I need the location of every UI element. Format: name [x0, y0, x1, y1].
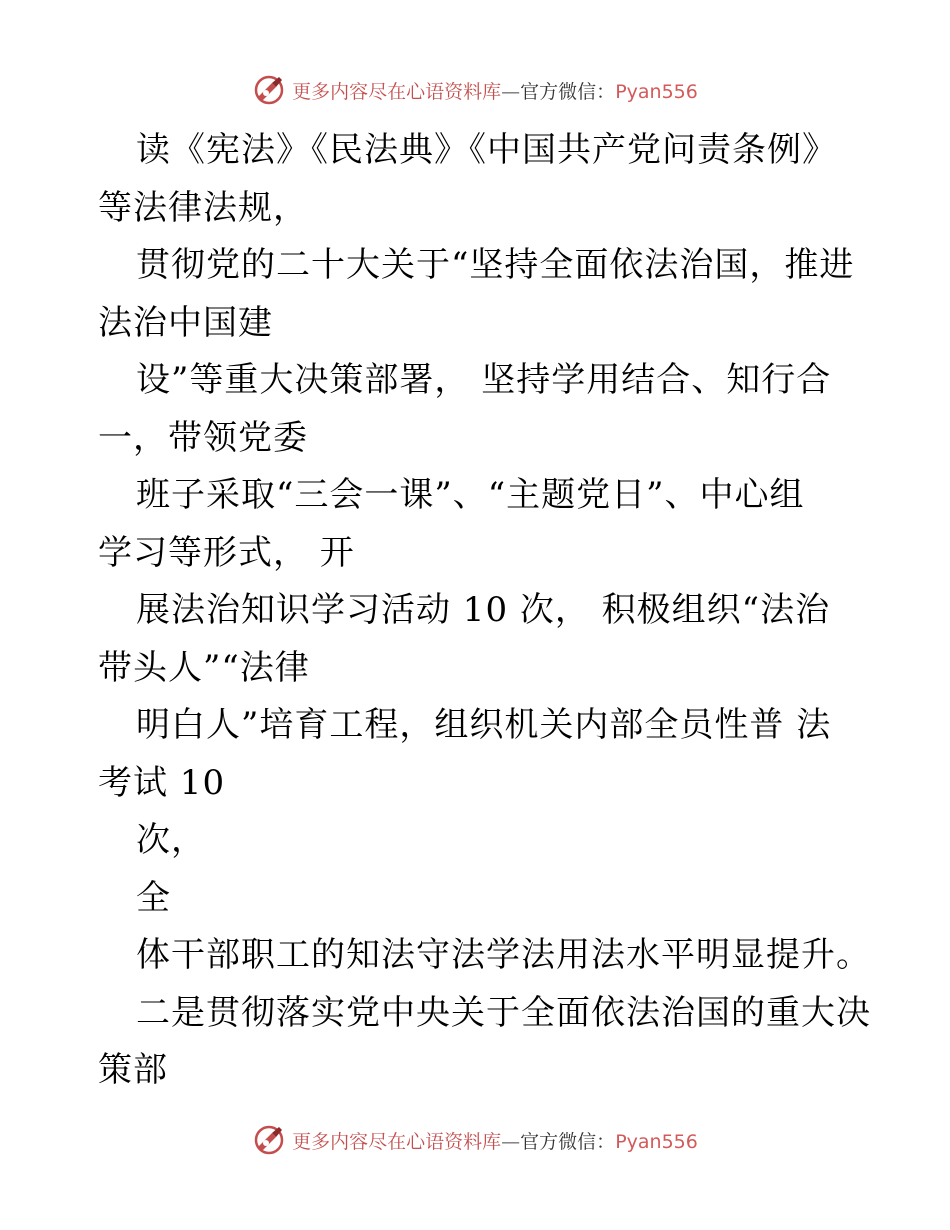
text-line: 展法治知识学习活动 10 次， 积极组织“法治 [136, 590, 831, 630]
watermark-text: 更多内容尽在心语资料库—官方微信：Pyan556 [292, 80, 698, 103]
text-line: 带头人”“法律 [98, 647, 310, 688]
text-line: 二是贯彻落实党中央关于全面依法治国的重大决 [136, 992, 871, 1033]
text-line: 学习等形式， 开 [98, 532, 355, 573]
text-line: 班子采取“三会一课”、“主题党日”、中心组 [136, 475, 805, 515]
text-line: 次， [136, 820, 206, 860]
text-line: 等法律法规， [98, 187, 308, 228]
watermark-logo-icon [252, 73, 286, 107]
document-body [98, 122, 871, 1100]
text-line: 全 [136, 877, 171, 918]
watermark-logo-icon [252, 1123, 286, 1157]
text-line: 明白人”培育工程，组织机关内部全员性普 法 [136, 705, 832, 745]
text-line: 考试 10 [98, 762, 226, 803]
text-line: 策部 [98, 1050, 168, 1090]
header-watermark [0, 70, 950, 110]
watermark-text: 更多内容尽在心语资料库—官方微信：Pyan556 [292, 1130, 698, 1153]
text-line: 法治中国建 [98, 302, 273, 343]
text-line: 贯彻党的二十大关于“坚持全面依法治国，推进 [136, 245, 855, 285]
text-line: 读《宪法》《民法典》《中国共产党问责条例》 [136, 130, 837, 170]
text-line: 体干部职工的知法守法学法用法水平明显提升。 [136, 935, 871, 975]
text-line: 设”等重大决策部署， 坚持学用结合、知行合 [136, 360, 832, 400]
footer-watermark [0, 1120, 950, 1160]
text-line: 一，带领党委 [98, 417, 308, 458]
